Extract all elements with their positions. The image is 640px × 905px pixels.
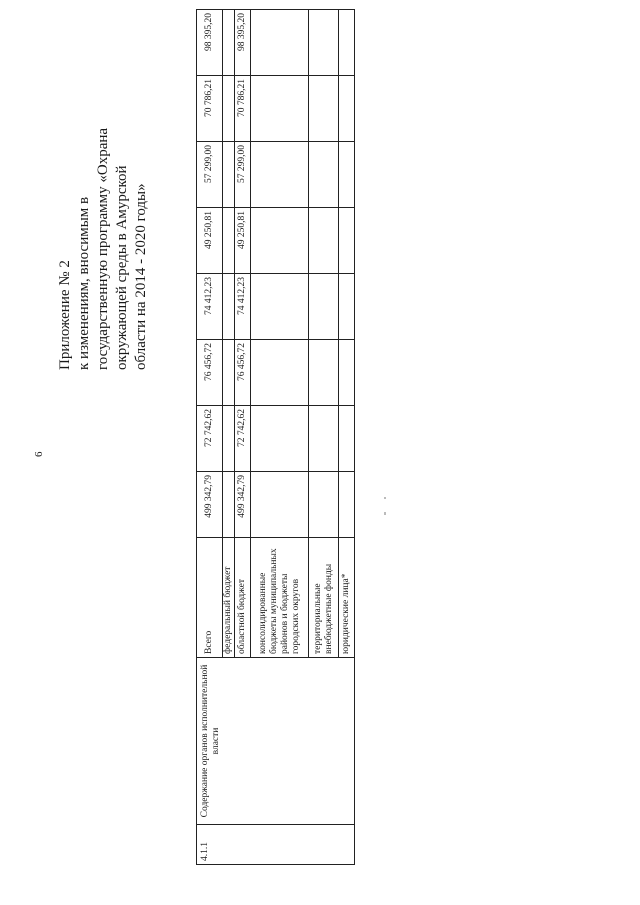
amount-cell [251, 472, 309, 538]
amount-cell [223, 10, 235, 76]
funding-source: областной бюджет [235, 538, 251, 658]
amount-cell [251, 406, 309, 472]
funding-source: юридические лица* [339, 538, 355, 658]
amount-cell [251, 142, 309, 208]
amount-cell [309, 274, 339, 340]
amount-cell: 70 786,21 [235, 76, 251, 142]
amount-cell [251, 274, 309, 340]
amount-cell: 76 456,72 [197, 340, 223, 406]
amount-cell: 76 456,72 [235, 340, 251, 406]
amount-cell [251, 10, 309, 76]
funding-source: консолидированные бюджеты муниципальных районов и бюджеты городских округов [251, 538, 309, 658]
amount-cell [251, 76, 309, 142]
funding-source: Всего [197, 538, 223, 658]
amount-cell [223, 340, 235, 406]
amount-cell [309, 142, 339, 208]
amount-cell: 72 742,62 [235, 406, 251, 472]
financing-table [196, 9, 355, 865]
annex-heading [56, 30, 151, 370]
amount-cell [251, 340, 309, 406]
annex-line: окружающей среды в Амурской [114, 165, 130, 370]
amount-cell: 98 395,20 [235, 10, 251, 76]
amount-cell [309, 10, 339, 76]
annex-line: к изменениям, вносимым в [76, 196, 92, 370]
amount-cell [223, 472, 235, 538]
amount-cell: 74 412,23 [235, 274, 251, 340]
page-number: 6 [33, 451, 45, 457]
amount-cell [339, 406, 355, 472]
amount-cell: 49 250,81 [197, 208, 223, 274]
amount-cell [309, 76, 339, 142]
activity-name: Содержание органов исполнительной власти [197, 658, 355, 825]
amount-cell: 57 299,00 [235, 142, 251, 208]
amount-cell [339, 208, 355, 274]
amount-cell [339, 142, 355, 208]
annex-line: области на 2014 - 2020 годы» [133, 183, 149, 370]
annex-line: государственную программу «Охрана [95, 127, 111, 370]
table-row [197, 10, 223, 865]
amount-cell: 98 395,20 [197, 10, 223, 76]
amount-cell: 499 342,79 [235, 472, 251, 538]
amount-cell [339, 10, 355, 76]
amount-cell: 74 412,23 [197, 274, 223, 340]
amount-cell [223, 142, 235, 208]
amount-cell [223, 208, 235, 274]
amount-cell [309, 340, 339, 406]
amount-cell: 49 250,81 [235, 208, 251, 274]
amount-cell [339, 340, 355, 406]
amount-cell [223, 76, 235, 142]
activity-code: 4.1.1 [197, 825, 355, 865]
amount-cell [309, 208, 339, 274]
amount-cell [339, 76, 355, 142]
amount-cell [251, 208, 309, 274]
funding-source: территориальные внебюджетные фонды [309, 538, 339, 658]
funding-source: федеральный бюджет [223, 538, 235, 658]
amount-cell [223, 274, 235, 340]
amount-cell [339, 472, 355, 538]
amount-cell [309, 472, 339, 538]
amount-cell [223, 406, 235, 472]
amount-cell [339, 274, 355, 340]
amount-cell [309, 406, 339, 472]
amount-cell: 72 742,62 [197, 406, 223, 472]
amount-cell: 70 786,21 [197, 76, 223, 142]
amount-cell: 57 299,00 [197, 142, 223, 208]
annex-line: Приложение № 2 [57, 260, 73, 370]
amount-cell: 499 342,79 [197, 472, 223, 538]
